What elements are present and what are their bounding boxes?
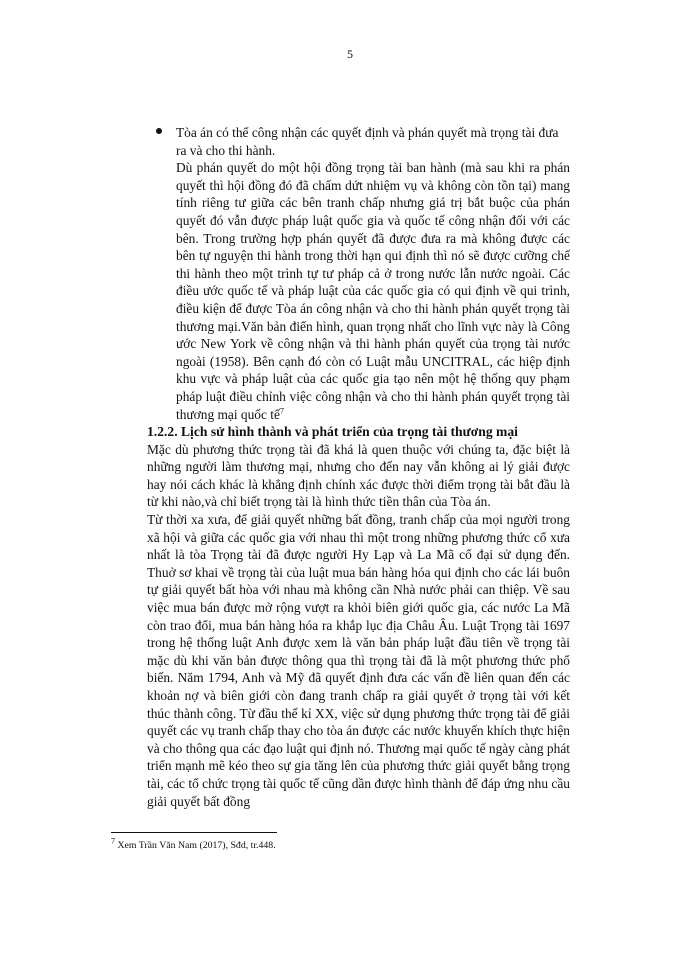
bullet-body-text: Dù phán quyết do một hội đồng trọng tài ban hành (mà sau khi ra phán quyết thì hội đồng đó đã chấm dứt nhiệm vụ và không còn tồn tại) mang tính riêng tư giữa các bên tranh chấp nhưng giá trị bắt buộc của phán quyết đó vẫn được pháp luật quốc gia và quốc tế công nhận đối với các bên. Trong trường hợp phán quyết đã được đưa ra mà không được các bên tự nguyện thi hành trong thời hạn qui định thì nó sẽ được cưỡng chế thi hành theo một trình tự tư pháp cả ở trong nước lẫn nước ngoài. Các điều ước quốc tế và pháp luật của các quốc gia có qui định về qui trình, điều kiện để được Tòa án công nhận và cho thi hành phán quyết trọng tài thương mại.Văn bản điển hình, quan trọng nhất cho lĩnh vực này là Công ước New York về công nhận và thi hành phán quyết của trọng tài nước ngoài (1958). Bên cạnh đó còn có Luật mẫu UNCITRAL, các hiệp định khu vực và pháp luật của các quốc gia tạo nên một hệ thống quy phạm pháp luật điều chỉnh việc công nhận và cho thi hành phán quyết trọng tài thương mại quốc tế [176, 160, 570, 422]
footnote-text: Xem Trần Văn Nam (2017), Sđd, tr.448. [117, 840, 276, 851]
bullet-intro: Tòa án có thể công nhận các quyết định và phán quyết mà trọng tài đưa ra và cho thi hành. [176, 125, 559, 158]
body-text [147, 124, 570, 810]
paragraph: Mặc dù phương thức trọng tài đã khá là quen thuộc với chúng ta, đặc biệt là những người làm thương mại, nhưng cho đến nay vẫn không ai lý giải được hay nói cách khác là khẳng định chính xác được thời điểm trọng tài bắt đầu là từ khi nào,và chỉ biết trọng tài là hình thức tiền thân của Tòa án. [147, 441, 570, 510]
bullet-item [176, 124, 570, 423]
bullet-body [176, 159, 570, 423]
page-number: 5 [347, 47, 353, 61]
footnote-divider [111, 832, 277, 833]
footnote-number: 7 [111, 836, 115, 846]
footnote [111, 836, 571, 852]
footnote-reference[interactable]: 7 [279, 406, 284, 416]
paragraph: Từ thời xa xưa, để giải quyết những bất đồng, tranh chấp của mọi người trong xã hội và giữa các quốc gia với nhau thì một trong những phương thức cổ xưa nhất là tòa Trọng tài đã được người Hy Lạp và La Mã cổ đại sử dụng đến. Thuở sơ khai về trọng tài của luật mua bán hàng hóa qui định cho các lái buôn tự giải quyết bất hòa với nhau mà không cần Nhà nước phải can thiệp. Về sau việc mua bán được mở rộng vượt ra khỏi biên giới quốc gia, các nước La Mã còn trao đổi, mua bán hàng hóa ra khắp lục địa Châu Âu. Luật Trọng tài 1697 trong hệ thống luật Anh được xem là văn bản pháp luật đầu tiên về trọng tài mặc dù khi văn bản được thông qua thì trọng tài đã là một phương thức phổ biến. Năm 1794, Anh và Mỹ đã quyết định đưa các vấn đề liên quan đến các khoản nợ và biên giới còn đang tranh chấp ra giải quyết ở trọng tài với kết thúc thành công. Từ đầu thế kỉ XX, việc sử dụng phương thức trọng tài để giải quyết các vụ tranh chấp thay cho tòa án được các nước khuyến khích thực hiện và cho thông qua các đạo luật qui định nó. Thương mại quốc tế ngày càng phát triển mạnh mẽ kéo theo sự gia tăng lên của phương thức giải quyết bằng trọng tài, các tổ chức trọng tài quốc tế cũng dần được hình thành để đáp ứng nhu cầu giải quyết bất đồng [147, 512, 570, 809]
section-body [147, 441, 570, 810]
bullet-dot-icon [156, 128, 162, 134]
section-heading: 1.2.2. Lịch sử hình thành và phát triển của trọng tài thương mại [147, 424, 518, 440]
